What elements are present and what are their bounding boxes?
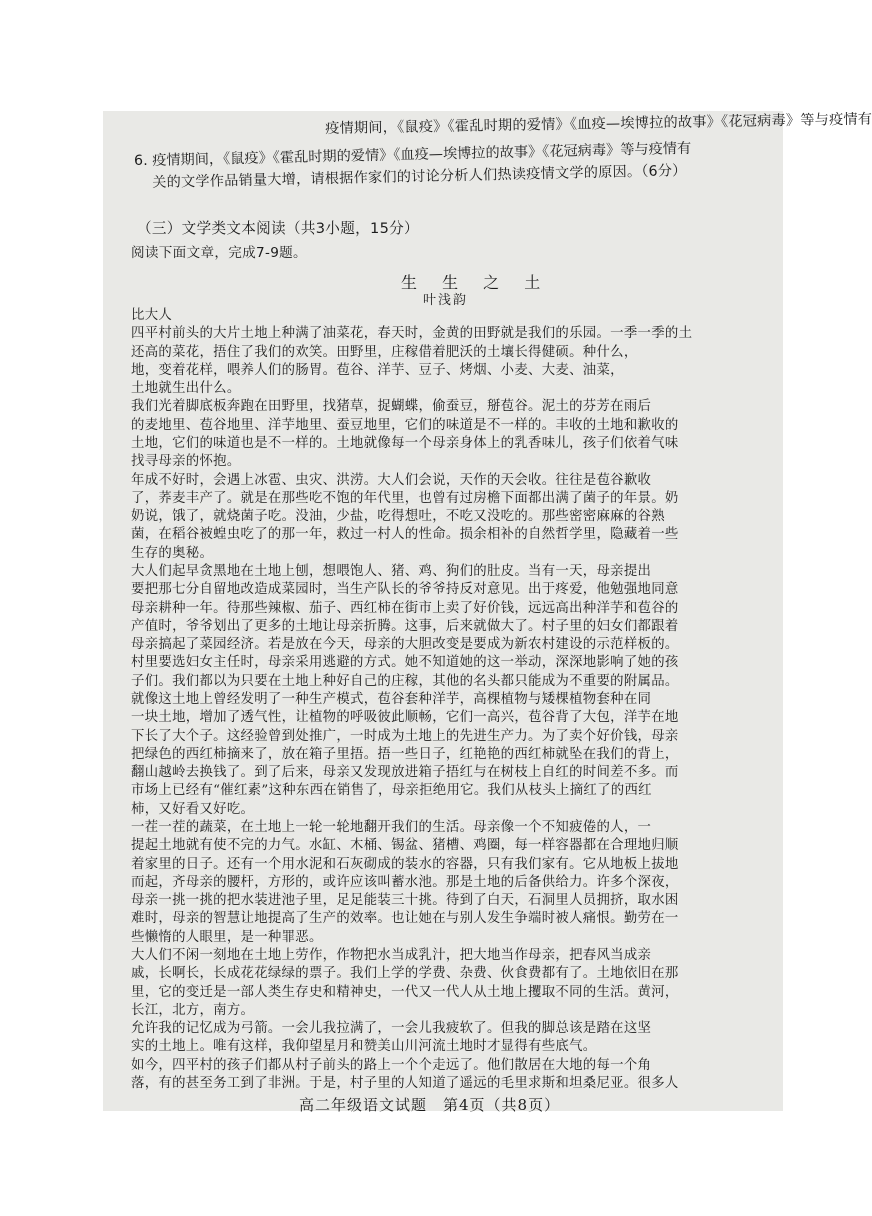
article-line: 土地就生出什么。 (131, 381, 241, 397)
page-footer: 高二年级语文试题 第4页（共8页） (299, 1096, 561, 1114)
article-line: 比大人 (131, 308, 173, 323)
article-line: 母亲一挑一挑的把水装进池子里，足足能装三十挑。待到了白天，石洞里人员拥挤，取水困 (131, 893, 679, 909)
section-instruction: 阅读下面文章，完成7-9题。 (131, 245, 307, 261)
article-line: 翻山越岭去换钱了。到了后来，母亲又发现放进箱子捂红与在树枝上自红的时间差不多。而 (131, 765, 679, 781)
question-6-line-1-continued: 疫情期间，《鼠疫》《霍乱时期的爱情》《血疫—埃博拉的故事》《花冠病毒》等与疫情有 (152, 140, 692, 169)
article-line: 而起，齐母亲的腰杆，方形的，或许应该叫蓄水池。那是土地的后备供给力。许多个深夜， (131, 874, 679, 890)
article-line: 奶说，饿了，就烧菌子吃。没油，少盐，吃得想吐，不吃又没吃的。那些密密麻麻的谷熟 (131, 509, 665, 525)
article-line: 产值时，爷爷划出了更多的土地让母亲折腾。这事，后来就做大了。村子里的妇女们都跟着 (131, 618, 679, 634)
article-line: 些懒惰的人眼里，是一种罪恶。 (131, 929, 323, 945)
article-line: 了，荞麦丰产了。就是在那些吃不饱的年代里，也曾有过房檐下面都出满了菌子的年景。奶 (131, 490, 679, 506)
question-6-line-2: 关的文学作品销量大增，请根据作家们的讨论分析人们热读疫情文学的原因。（6分） (152, 162, 687, 191)
article-title: 生 生 之 土 (401, 273, 551, 292)
article-author: 叶浅韵 (423, 293, 469, 308)
article-line: 实的土地上。唯有这样，我仰望星月和赞美山川河流土地时才显得有些底气。 (131, 1039, 597, 1055)
article-line: 里，它的变迁是一部人类生存史和精神史，一代又一代人从土地上攫取不同的生活。黄河， (131, 984, 679, 1000)
article-line: 母亲耕种一年。待那些辣椒、茄子、西红柿在街市上卖了好价钱，远远高出种洋芋和苞谷的 (131, 600, 679, 616)
article-line: 的麦地里、苞谷地里、洋芋地里、蚕豆地里，它们的味道是不一样的。丰收的土地和歉收的 (131, 417, 679, 433)
article-line: 还高的菜花，捂住了我们的欢笑。田野里，庄稼借着肥沃的土壤长得健硕。种什么， (131, 344, 638, 360)
article-line: 难时，母亲的智慧让地提高了生产的效率。也让她在与别人发生争端时被人痛恨。勤劳在一 (131, 911, 679, 927)
article-line: 大人们起早贪黑地在土地上刨，想喂饱人、猪、鸡、狗们的肚皮。当有一天，母亲提出 (131, 564, 652, 579)
article-line: 一块土地，增加了透气性，让植物的呼吸彼此顺畅，它们一高兴，苞谷背了大包，洋芋在地 (131, 710, 679, 726)
article-line: 就像这土地上曾经发明了一种生产模式，苞谷套种洋芋，高棵植物与矮棵植物套种在同 (131, 692, 652, 707)
article-line: 找寻母亲的怀抱。 (131, 454, 241, 470)
article-line: 柿，又好看又好吃。 (131, 801, 255, 817)
article-line: 把绿色的西红柿摘来了，放在箱子里捂。捂一些日子，红艳艳的西红柿就坠在我们的背上， (131, 746, 679, 762)
article-line: 我们光着脚底板奔跑在田野里，找猪草，捉蝴蝶，偷蚕豆，掰苞谷。泥土的芬芳在雨后 (131, 399, 652, 415)
question-6-line-1: 疫情期间，《鼠疫》《霍乱时期的爱情》《血疫—埃博拉的故事》《花冠病毒》等与疫情有 (325, 111, 872, 137)
article-line: 戚，长啊长，长成花花绿绿的票子。我们上学的学费、杂费、伙食费都有了。土地依旧在那 (131, 966, 679, 982)
article-line: 子们。我们都以为只要在土地上种好自己的庄稼，其他的名头都只能成为不重要的附属品。 (131, 673, 679, 689)
article-line: 村里要选妇女主任时，母亲采用逃避的方式。她不知道她的这一举动，深深地影响了她的孩 (131, 655, 679, 671)
article-line: 提起土地就有使不完的力气。水缸、木桶、锡盆、猪槽、鸡圈，每一样容器都在合理地归顺 (131, 838, 679, 854)
article-line: 地，变着花样，喂养人们的肠胃。苞谷、洋芋、豆子、烤烟、小麦、大麦、油菜， (131, 362, 624, 378)
article-line: 菌，在稻谷被蝗虫吃了的那一年，救过一村人的性命。损余相补的自然哲学里，隐藏着一些 (131, 527, 679, 543)
article-line: 要把那七分自留地改造成菜园时，当生产队长的爷爷持反对意见。出于疼爱，他勉强地同意 (131, 582, 679, 598)
article-line: 着家里的日子。还有一个用水泥和石灰砌成的装水的容器，只有我们家有。它从地板上拔地 (131, 856, 679, 872)
article-line: 下长了大个子。这经验曾到处推广，一时成为土地上的先进生产力。为了卖个好价钱，母亲 (131, 728, 679, 744)
article-line: 大人们不闲一刻地在土地上劳作，作物把水当成乳汁，把大地当作母亲，把春风当成亲 (131, 948, 652, 963)
article-line: 一茬一茬的蔬菜，在土地上一轮一轮地翻开我们的生活。母亲像一个不知疲倦的人，一 (131, 820, 652, 835)
article-line: 土地，它们的味道也是不一样的。土地就像每一个母亲身体上的乳香味儿，孩子们依着气味 (131, 436, 679, 451)
article-line: 如今，四平村的孩子们都从村子前头的路上一个个走远了。他们散居在大地的每一个角 (131, 1057, 652, 1073)
exam-page-photo (103, 111, 872, 1114)
article-line: 落，有的甚至务工到了非洲。于是，村子里的人知道了遥远的毛里求斯和坦桑尼亚。很多人 (131, 1076, 679, 1091)
article-line: 年成不好时，会遇上冰雹、虫灾、洪涝。大人们会说，天作的天会收。往往是苞谷歉收 (131, 472, 652, 488)
article-line: 母亲搞起了菜园经济。若是放在今天，母亲的大胆改变是要成为新农村建设的示范样板的。 (131, 637, 679, 653)
section-heading: （三）文学类文本阅读（共3小题，15分） (137, 220, 419, 237)
article-line: 允许我的记忆成为弓箭。一会儿我拉满了，一会儿我疲软了。但我的脚总该是踏在这坚 (131, 1021, 652, 1037)
article-line: 长江，北方，南方。 (131, 1002, 255, 1018)
article-line: 四平村前头的大片土地上种满了油菜花，春天时，金黄的田野就是我们的乐园。一季一季的土 (131, 326, 693, 342)
article-line: 市场上已经有“催红素”这种东西在销售了，母亲拒绝用它。我们从枝头上摘红了的西红 (131, 783, 652, 799)
question-6-number: 6. (134, 153, 148, 169)
article-line: 生存的奥秘。 (131, 545, 214, 561)
